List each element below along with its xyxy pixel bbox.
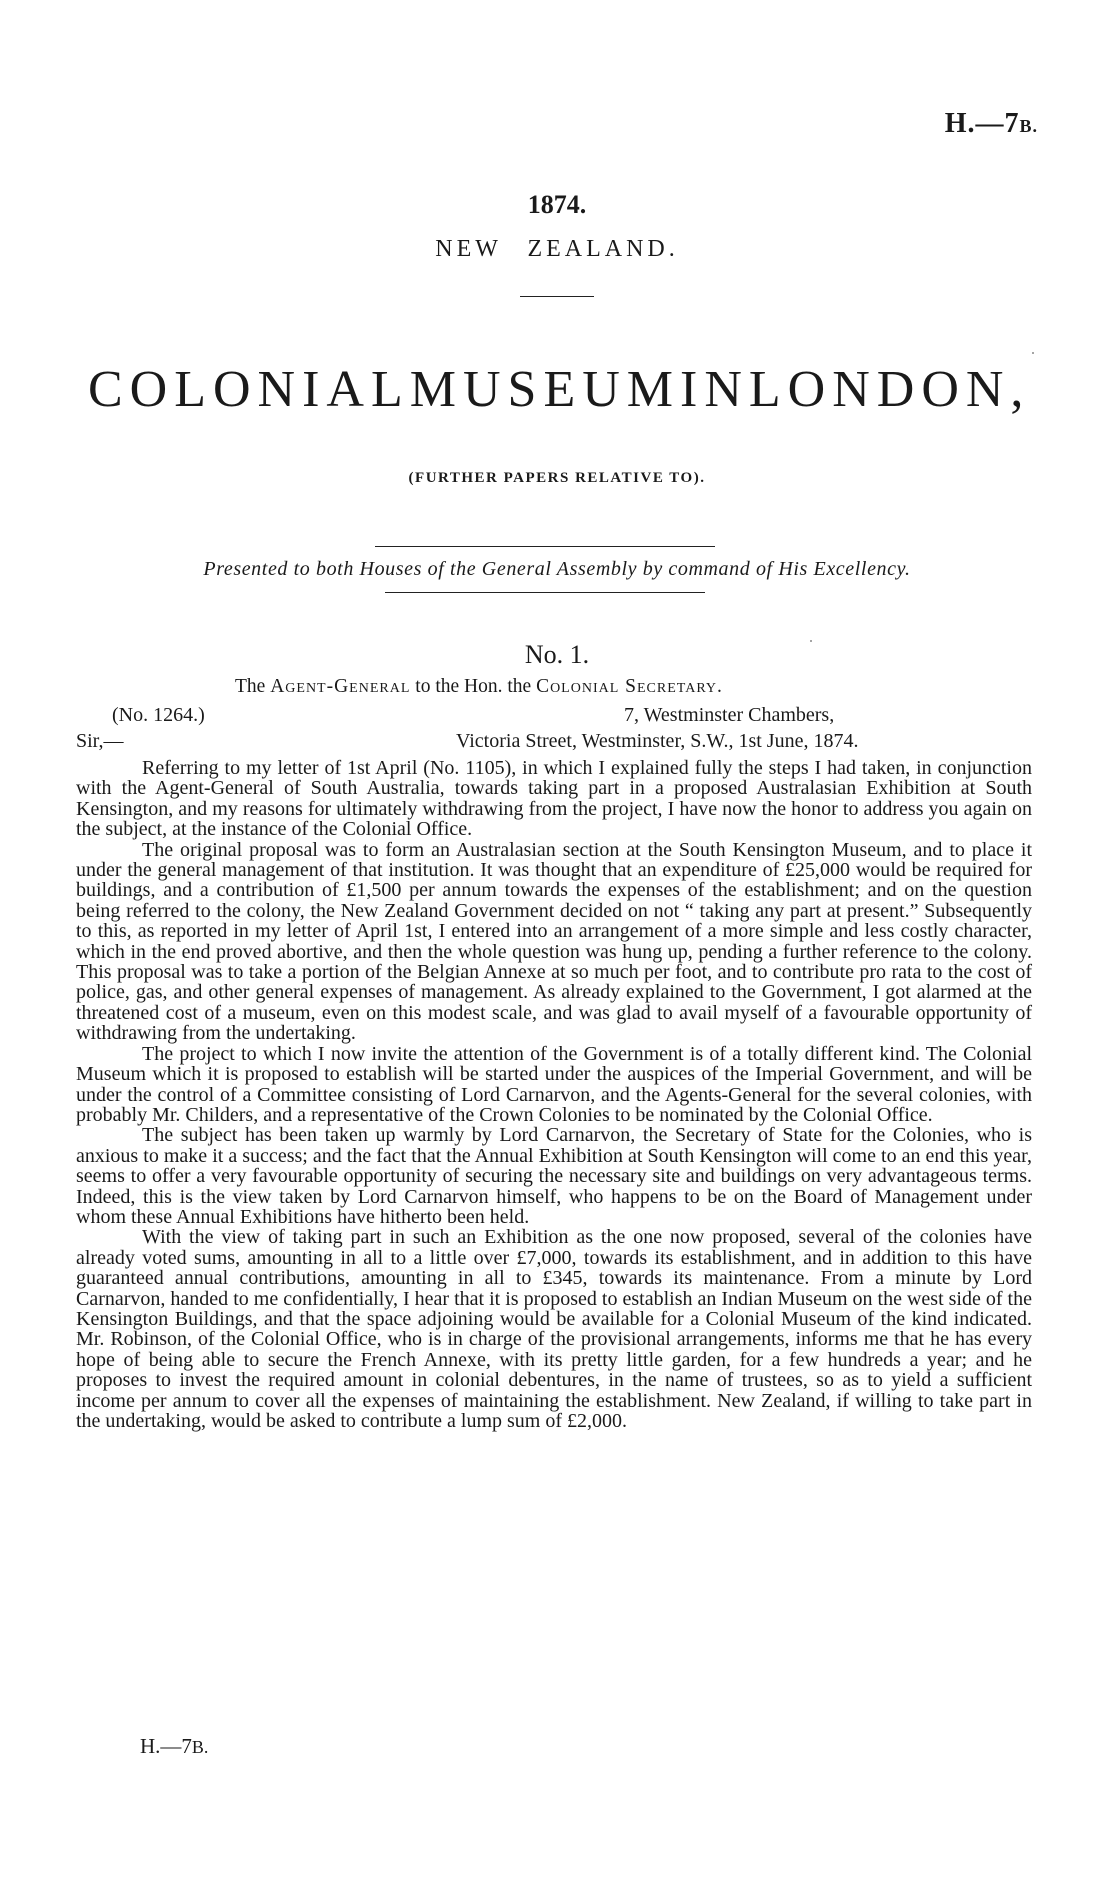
document-year: 1874. <box>527 190 587 219</box>
paragraph: With the view of taking part in such an Exhibition as the one now proposed, several of the colonies have already voted sums, amounting in all to a little over £7,000, towards its establishment, and in addition to this have guaranteed annual contributions, amounting in all to £345, towards its maintenance. From a minute by Lord Carnarvon, handed to me confidentially, I hear that it is proposed to establish an Indian Museum on the west side of the Kensington Buildings, and that the space adjoining would be available for a Colonial Museum of the kind indicated. Mr. Robinson, of the Colonial Office, who is in charge of the provisional arrangements, informs me that he has every hope of being able to secure the French Annexe, with its pretty little garden, for a few hundreds a year; and he proposes to invest the required amount in colonial debentures, in the name of trustees, so as to yield a sufficient income per annum to cover all the expenses of maintaining the establishment. New Zealand, if willing to take part in the undertaking, would be asked to contribute a lump sum of £2,000. <box>76 1226 1032 1432</box>
paper-ref-main: H.—7 <box>140 1734 192 1758</box>
heading-recipient: Colonial Secretary. <box>536 676 723 697</box>
document-title <box>88 360 1031 419</box>
paragraph: The original proposal was to form an Australasian section at the South Kensington Museum, and to place it under the general management of that institution. It was thought that an expenditure of £25,000 would be required for buildings, and a contribution of £1,500 per annum towards the expenses of the establishment; and on the question being referred to the colony, the New Zealand Government decided on not “ taking any part at present.” Subsequently to this, as reported in my letter of April 1st, I entered into an arrangement of a more simple and less costly character, which in the end proved abortive, and then the whole question was hung up, pending a further reference to the colony. This proposal was to take a portion of the Belgian Annexe at so much per foot, and to contribute pro rata to the cost of police, gas, and other general expenses of management. As already explained to the Government, I got alarmed at the threatened cost of a museum, even on this modest scale, and was glad to avail myself of a favourable opportunity of withdrawing from the undertaking. <box>76 838 1032 1045</box>
title-word: IN <box>680 361 749 418</box>
paper-reference-bottom <box>140 1734 208 1759</box>
letter-reference-number: (No. 1264.) <box>112 704 205 726</box>
paper-reference-top <box>945 108 1038 140</box>
address-line-1: 7, Westminster Chambers, <box>624 704 835 726</box>
paragraph: The subject has been taken up warmly by Lord Carnarvon, the Secretary of State for the Colonies, who is anxious to make it a success; and the fact that the Annual Exhibition at South Kensington will come to an end this year, seems to offer a very favourable opportunity of securing the necessary site and buildings on very advantageous terms. Indeed, this is the view taken by Lord Carnarvon himself, who happens to be on the Board of Management under whom these Annual Exhibitions have hitherto been held. <box>76 1124 1032 1228</box>
heading-the: The <box>235 676 266 697</box>
title-word: MUSEUM <box>409 361 681 418</box>
document-country: NEW ZEALAND. <box>435 236 679 262</box>
divider-above-presented <box>375 546 715 547</box>
heading-sender: Agent-General <box>270 676 411 697</box>
paragraph: Referring to my letter of 1st April (No. 1105), in which I explained fully the steps I had taken, in conjunction with the Agent-General of South Australia, towards taking part in a proposed Australasian Exhibition at South Kensington, and my reasons for ultimately withdrawing from the project, I have now the honor to address you again on the subject, at the instance of the Colonial Office. <box>76 757 1032 841</box>
title-word: LONDON, <box>748 361 1031 418</box>
document-subtitle: (FURTHER PAPERS RELATIVE TO). <box>408 470 706 486</box>
address-line-2: Victoria Street, Westminster, S.W., 1st June, 1874. <box>456 730 859 752</box>
short-divider <box>520 296 594 297</box>
divider-below-presented <box>385 592 705 593</box>
letter-number: No. 1. <box>524 640 590 669</box>
paragraph: The project to which I now invite the attention of the Government is of a totally different kind. The Colonial Museum which it is proposed to establish will be started under the auspices of the Imperial Government, and will be under the control of a Committee consisting of Lord Carnarvon, and the Agents-General for the several colonies, with probably Mr. Childers, and a representative of the Crown Colonies to be nominated by the Colonial Office. <box>76 1042 1032 1126</box>
salutation: Sir,— <box>76 730 124 752</box>
paper-speck <box>810 640 812 642</box>
paper-speck <box>1032 352 1034 354</box>
paper-ref-suffix: B. <box>1019 116 1038 136</box>
paper-ref-suffix: B. <box>191 1737 209 1757</box>
title-word: COLONIAL <box>88 361 410 418</box>
heading-to-the-hon: to the Hon. the <box>415 676 532 697</box>
paper-ref-main: H.—7 <box>944 108 1020 139</box>
presented-line: Presented to both Houses of the General Assembly by command of His Excellency. <box>203 558 911 580</box>
letter-heading <box>235 676 723 698</box>
letter-body <box>76 758 1032 1431</box>
